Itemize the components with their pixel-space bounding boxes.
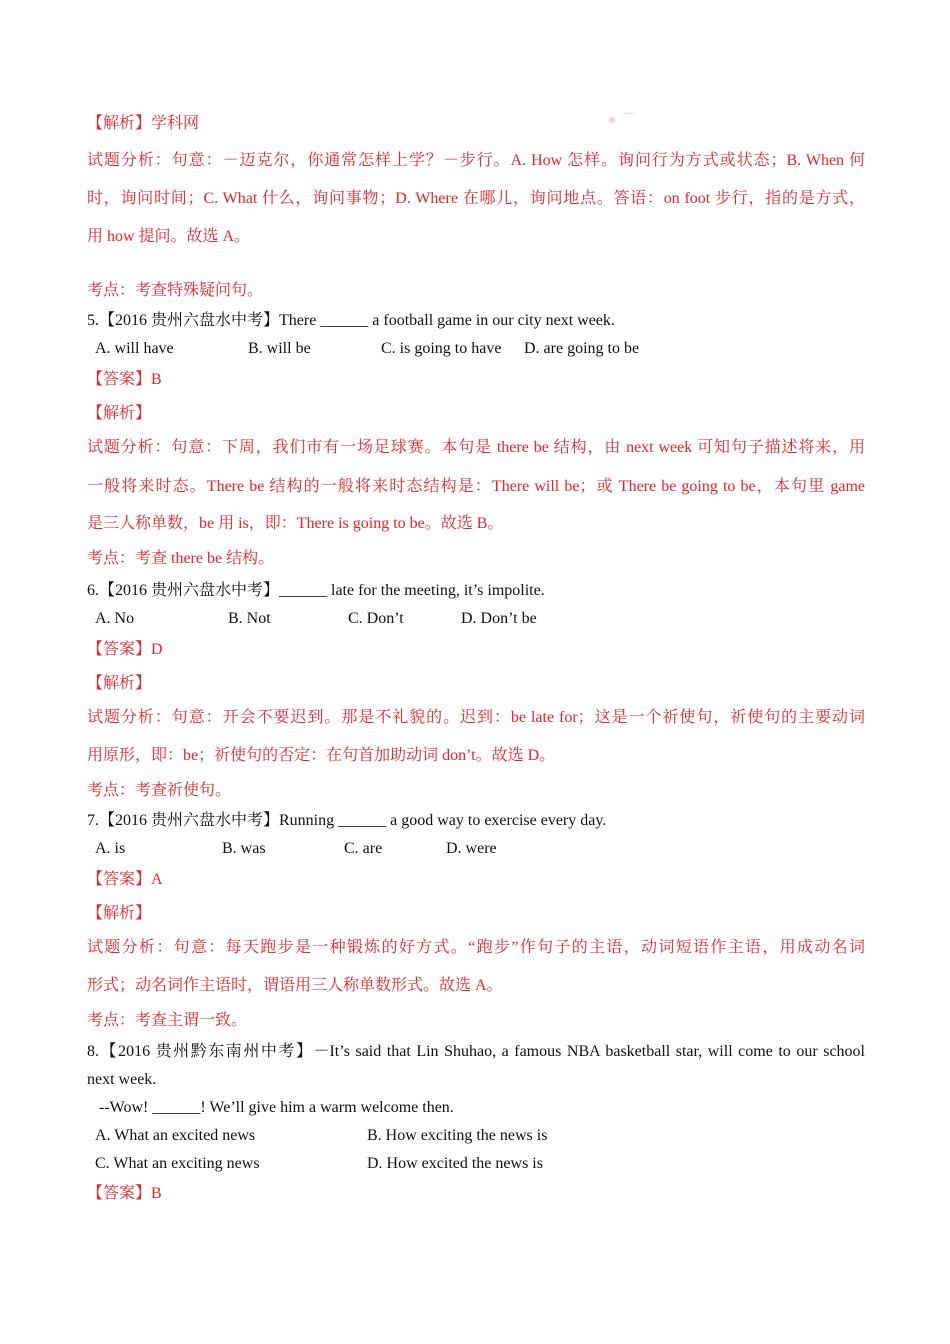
q7-answer: 【答案】A: [87, 871, 163, 888]
q7-option-b: B. was: [222, 840, 266, 857]
q7-analysis-line: 形式；动名词作主语时，谓语用三人称单数形式。故选 A。: [87, 977, 503, 994]
q7-analysis-line: 试题分析：句意：每天跑步是一种锻炼的好方式。“跑步”作句子的主语，动词短语作主语，用成动名词: [87, 939, 865, 956]
intro-kaodian: 考点：考查特殊疑问句。: [87, 282, 264, 299]
question-8-stem: 8.【2016 贵州黔东南州中考】－It’s said that Lin Shuhao, a famous NBA basketball star, will come to our school: [87, 1043, 865, 1060]
q8-option-a: A. What an excited news: [95, 1127, 256, 1144]
q8-option-d: D. How excited the news is: [367, 1155, 543, 1172]
q7-option-a: A. is: [95, 840, 126, 857]
q7-jiexi-label: 【解析】: [87, 905, 152, 922]
q8-option-c: C. What an exciting news: [95, 1155, 260, 1172]
watermark-mark: ✶ ⌒: [606, 114, 636, 129]
q5-analysis-line: 是三人称单数，be 用 is，即：There is going to be。故选 B。: [87, 515, 504, 532]
q8-answer: 【答案】B: [87, 1185, 162, 1202]
q7-option-c: C. are: [344, 840, 383, 857]
q5-analysis-line: 试题分析：句意：下周，我们市有一场足球赛。本句是 there be 结构，由 next week 可知句子描述将来，用: [87, 439, 865, 456]
q6-jiexi-label: 【解析】: [87, 675, 152, 692]
intro-analysis-line: 时，询问时间；C. What 什么，询问事物；D. Where 在哪儿，询问地点。答语：on foot 步行，指的是方式，: [87, 190, 865, 207]
question-8-stem-cont: next week.: [87, 1071, 157, 1088]
intro-jiexi-label: 【解析】学科网: [87, 115, 200, 132]
q5-analysis-line: 一般将来时态。There be 结构的一般将来时态结构是：There will be；或 There be going to be，本句里 game: [87, 478, 865, 495]
q7-option-d: D. were: [446, 840, 497, 857]
question-8-reply: --Wow! ______! We’ll give him a warm welcome then.: [99, 1099, 454, 1116]
q6-option-c: C. Don’t: [348, 610, 404, 627]
q5-kaodian: 考点：考查 there be 结构。: [87, 550, 275, 567]
intro-analysis-line: 试题分析：句意：－迈克尔，你通常怎样上学？－步行。A. How 怎样。询问行为方式或状态；B. When 何: [87, 152, 865, 169]
question-5-stem: 5.【2016 贵州六盘水中考】There ______ a football game in our city next week.: [87, 312, 615, 329]
q5-option-c: C. is going to have: [381, 340, 502, 357]
q5-answer: 【答案】B: [87, 371, 162, 388]
q8-option-b: B. How exciting the news is: [367, 1127, 548, 1144]
q6-kaodian: 考点：考查祈使句。: [87, 782, 232, 799]
intro-analysis-line: 用 how 提问。故选 A。: [87, 228, 251, 245]
q6-option-b: B. Not: [228, 610, 271, 627]
q6-analysis-line: 用原形，即：be；祈使句的否定：在句首加助动词 don’t。故选 D。: [87, 747, 556, 764]
q5-option-a: A. will have: [95, 340, 174, 357]
q5-option-b: B. will be: [248, 340, 311, 357]
q6-answer: 【答案】D: [87, 641, 163, 658]
q5-option-d: D. are going to be: [524, 340, 640, 357]
q6-option-a: A. No: [95, 610, 135, 627]
question-6-stem: 6.【2016 贵州六盘水中考】______ late for the meeting, it’s impolite.: [87, 582, 545, 599]
q7-kaodian: 考点：考查主谓一致。: [87, 1012, 248, 1029]
question-7-stem: 7.【2016 贵州六盘水中考】Running ______ a good way to exercise every day.: [87, 812, 607, 829]
q6-option-d: D. Don’t be: [461, 610, 537, 627]
q6-analysis-line: 试题分析：句意：开会不要迟到。那是不礼貌的。迟到：be late for；这是一个祈使句，祈使句的主要动词: [87, 709, 865, 726]
q5-jiexi-label: 【解析】: [87, 405, 152, 422]
